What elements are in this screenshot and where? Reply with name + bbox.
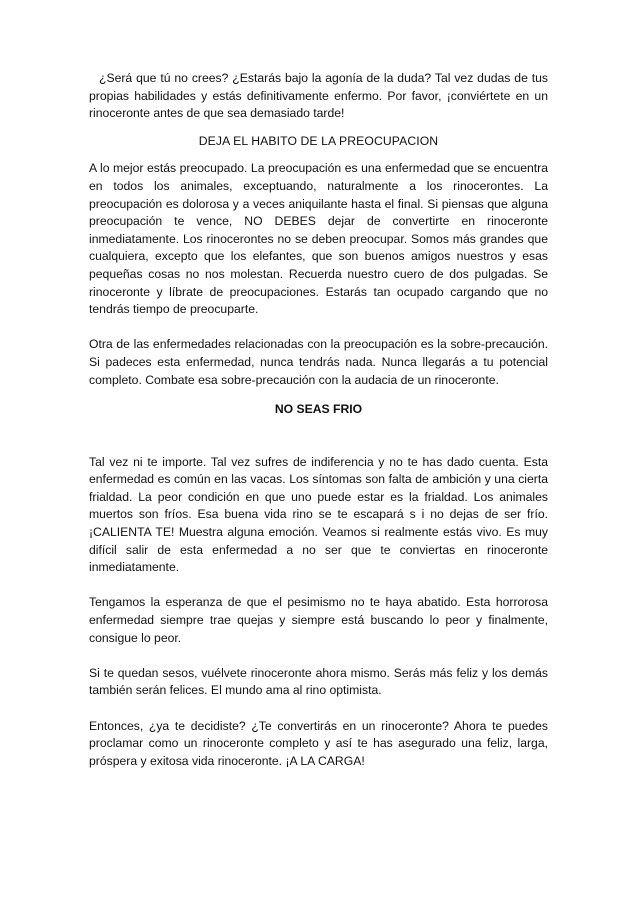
section-heading-cold: NO SEAS FRIO [274,402,363,417]
closing-paragraph: Entonces, ¿ya te decidiste? ¿Te convertirás en un rinoceronte? Ahora te puedes proclamar como un rinoceronte completo y así te has asegurado una feliz, larga, próspera y exitosa vida rinoceronte. ¡A LA CARGA! [89,718,548,768]
worry-paragraph: A lo mejor estás preocupado. La preocupación es una enfermedad que se encuentra en todos los animales, exceptuando, naturalmente a los rinocerontes. La preocupación es dolorosa y a veces aniquilante hasta el final. Si piensas que alguna preocupación te vence, NO DEBES dejar de convertirte en rinoceronte inmediatamente. Los rinocerontes no se deben preocupar. Somos más grandes que cualquiera, excepto que los elefantes, que son buenos amigos nuestros y esas pequeñas cosas no nos molestan. Recuerda nuestro cuero de dos pulgadas. Se rinoceronte y líbrate de preocupaciones. Estarás tan ocupado cargando que no tendrás tiempo de preocuparte. [89,161,548,317]
optimism-paragraph: Si te quedan sesos, vuélvete rinoceronte ahora mismo. Serás más feliz y los demás también serán felices. El mundo ama al rino optimista. [89,665,548,698]
indifference-paragraph: Tal vez ni te importe. Tal vez sufres de indiferencia y no te has dado cuenta. Esta enfermedad es común en las vacas. Los síntomas son falta de ambición y una cierta frialdad. La peor condición en que uno puede estar es la frialdad. Los animales muertos son fríos. Esa buena vida rino se te escapará s i no dejas de ser frío. ¡CALIENTA TE! Muestra alguna emoción. Veamos si realmente estás vivo. Es muy difícil salir de esta enfermedad a no ser que te conviertas en rinoceronte inmediatamente. [89,454,548,575]
document-page [89,70,548,770]
pessimism-paragraph: Tengamos la esperanza de que el pesimismo no te haya abatido. Esta horrorosa enfermedad siempre trae quejas y siempre está buscando lo peor y finalmente, consigue lo peor. [89,595,548,645]
section-heading-worry: DEJA EL HABITO DE LA PREOCUPACION [198,133,439,148]
intro-paragraph: ¿Será que tú no crees? ¿Estarás bajo la agonía de la duda? Tal vez dudas de tus propias habilidades y estás definitivamente enfermo. Por favor, ¡conviértete en un rinoceronte antes de que sea demasiado tarde! [89,71,548,121]
precaution-paragraph: Otra de las enfermedades relacionadas con la preocupación es la sobre-precaución. Si padeces esta enfermedad, nunca tendrás nada. Nunca llegarás a tu potencial completo. Combate esa sobre-precaución con la audacia de un rinoceronte. [89,337,548,387]
